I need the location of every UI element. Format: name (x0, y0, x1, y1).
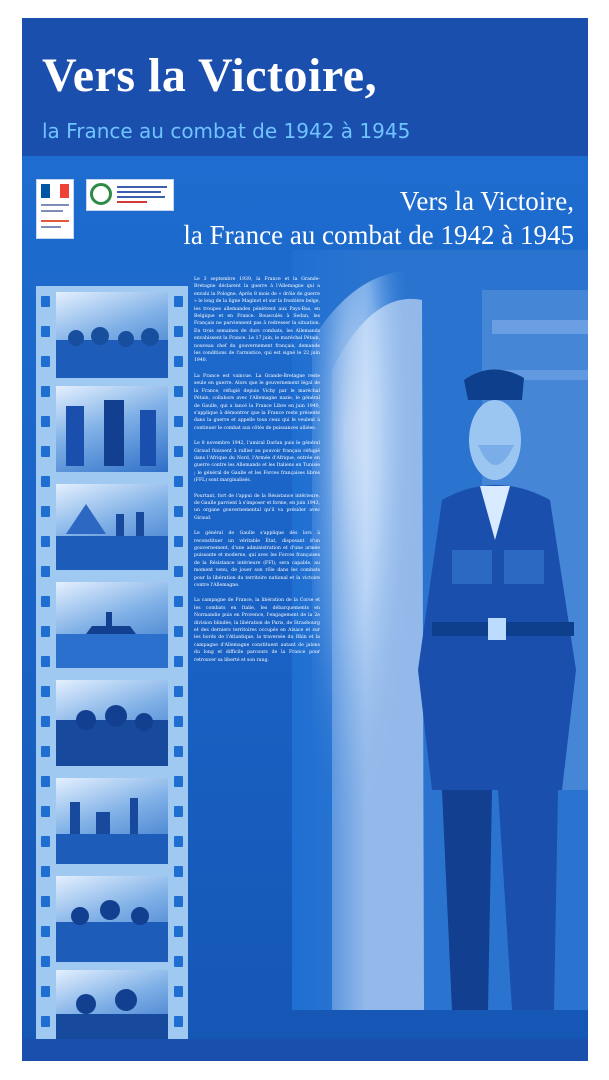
banner-title: Vers la Victoire, (42, 49, 378, 102)
header-title (164, 184, 574, 252)
history-text-column (194, 276, 320, 672)
republique-francaise-logo (36, 179, 74, 239)
film-frame-meeting (56, 970, 168, 1044)
paragraph-1942: Le 8 novembre 1942, l'amiral Darlan puis le général Giraud finissent à rallier au pouvoir français réfugié dans l'Afrique du Nord, l'Armée d'Afrique, entrée en guerre contre les Allemands et les Italiens en Tunisie ; le général de Gaulle et les Forces françaises libres (FFL) sont marginalisés. (194, 441, 320, 484)
poster (22, 18, 588, 1061)
film-frame-soldiers (56, 386, 168, 472)
banner-subtitle: la France au combat de 1942 à 1945 (42, 119, 411, 143)
paragraph-1943: Pourtant, fort de l'appui de la Résistance intérieure, de Gaulle parvient à s'imposer et forme, en juin 1943, un organe gouvernemental qu'il va présider avec Giraud. (194, 493, 320, 521)
film-frame-ships (56, 582, 168, 668)
ministry-defense-logo (86, 179, 174, 211)
film-frame-city (56, 778, 168, 864)
film-frame-parade (56, 484, 168, 570)
header-title-line2: la France au combat de 1942 à 1945 (183, 220, 574, 250)
title-banner (22, 18, 588, 156)
general-portrait-photo (292, 250, 588, 1010)
paragraph-state: Le général de Gaulle s'applique dès lors à reconstituer un véritable État, disposant d'un gouvernement, d'une administration et d'une armée puissante et moderne, qui avec les Forces françaises de la Résistance intérieure (FFI), sera capable, au moment venu, de jouer son rôle dans les combats pour la libération du territoire national et la victoire contre l'Allemagne. (194, 531, 320, 589)
paragraph-campaigns: La campagne de France, la libération de la Corse et les combats en Italie, les débarquements en Normandie puis en Provence, l'engagement de la 2e division blindée, la libération de Paris, de Strasbourg et des derniers territoires occupés en Alsace et sur les bords de l'Atlantique, la traversée du Rhin et la campagne d'Allemagne constituent autant de jalons du long et difficile parcours de la France pour retrouver sa liberté et son rang. (194, 598, 320, 663)
tricolor-flag-icon (41, 184, 69, 198)
film-frame-troops (56, 680, 168, 766)
seal-icon (90, 183, 112, 205)
paragraph-1939: Le 3 septembre 1939, la France et la Grande-Bretagne déclarent la guerre à l'Allemagne qui a envahi la Pologne. Après 8 mois de « drôle de guerre » le long de la ligne Maginot et sur la frontière belge, les troupes allemandes pénètrent aux Pays-Bas, en Belgique et en France. Bousculés à Sedan, les Français ne parviennent pas à redresser la situation. En trois semaines de durs combats, les Allemands envahissent la France. Le 17 juin, le maréchal Pétain, nouveau chef du gouvernement français, demande les conditions de l'armistice, qui est signé le 22 juin 1940. (194, 277, 320, 364)
film-frame-liberation (56, 876, 168, 962)
filmstrip (36, 286, 188, 1048)
film-frame-crowd (56, 292, 168, 378)
paragraph-defeat: La France est vaincue. La Grande-Bretagne reste seule en guerre. Alors que le gouvernement légal de la France, réfugié depuis Vichy par le maréchal Pétain, collabore avec l'Allemagne nazie, le général de Gaulle, qui a lancé la France Libre en juin 1940, s'applique à démontrer que la France reste présente dans la guerre et appelle tous ceux qui le veulent à continuer le combat aux côtés de puissances alliées. (194, 373, 320, 431)
bottom-bar (22, 1039, 588, 1061)
header-title-line1: Vers la Victoire, (399, 186, 574, 216)
